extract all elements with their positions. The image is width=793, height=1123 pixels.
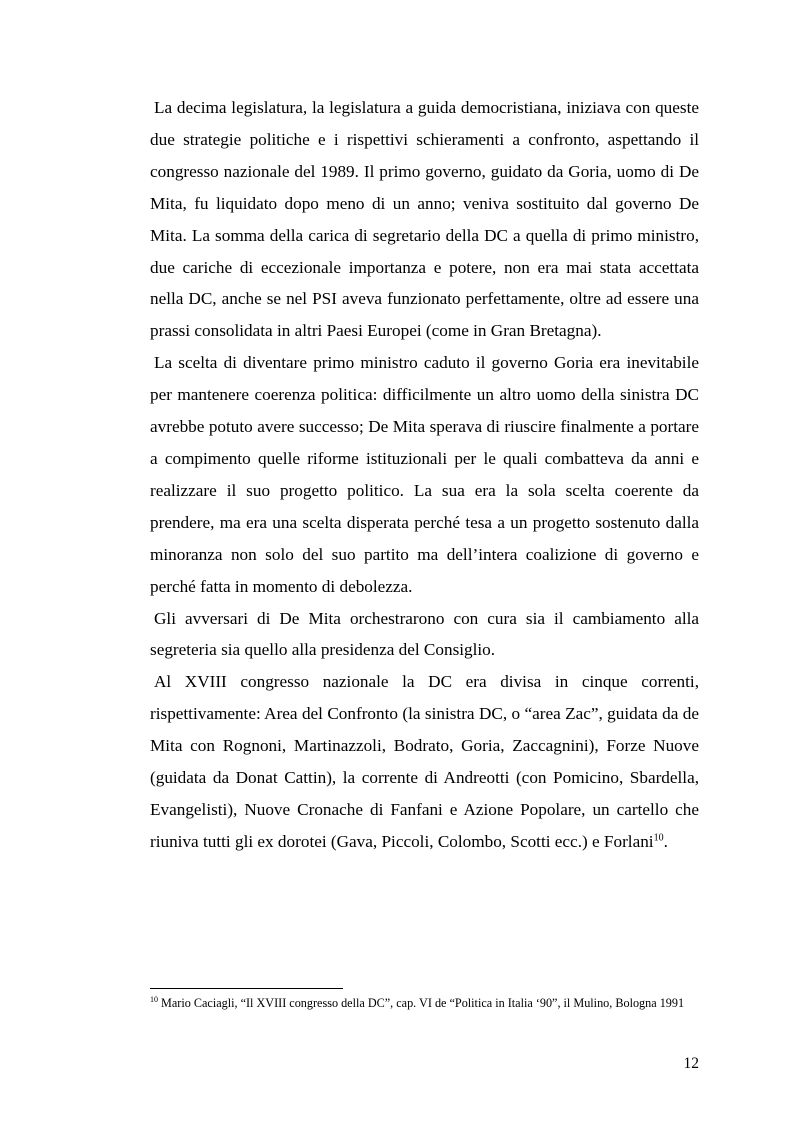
body-text (150, 92, 699, 858)
paragraph-4 (150, 666, 699, 857)
paragraph-4-text: Al XVIII congresso nazionale la DC era divisa in cinque correnti, rispettivamente: Area del Confronto (la sinistra DC, o “area Zac”, guidata da de Mita con Rognoni, Martinazzoli, Bodrato, Goria, Zaccagnini), Forze Nuove (guidata da Donat Cattin), la corrente di Andreotti (con Pomicino, Sbardella, Evangelisti), Nuove Cronache di Fanfani e Azione Popolare, un cartello che riuniva tutti gli ex dorotei (Gava, Piccoli, Colombo, Scotti ecc.) e Forlani (150, 672, 699, 851)
paragraph-3: Gli avversari di De Mita orchestrarono con cura sia il cambiamento alla segreteria sia quello alla presidenza del Consiglio. (150, 608, 699, 660)
paragraph-1: La decima legislatura, la legislatura a guida democristiana, iniziava con queste due strategie politiche e i rispettivi schieramenti a confronto, aspettando il congresso nazionale del 1989. Il primo governo, guidato da Goria, uomo di De Mita, fu liquidato dopo meno di un anno; veniva sostituito dal governo De Mita. La somma della carica di segretario della DC a quella di primo ministro, due cariche di eccezionale importanza e potere, non era mai stata accettata nella DC, anche se nel PSI aveva funzionato perfettamente, oltre ad essere una prassi consolidata in altri Paesi Europei (come in Gran Bretagna). (150, 98, 699, 341)
paragraph-2: La scelta di diventare primo ministro caduto il governo Goria era inevitabile per mantenere coerenza politica: difficilmente un altro uomo della sinistra DC avrebbe potuto avere successo; De Mita sperava di riuscire finalmente a portare a compimento quelle riforme istituzionali per le quali combatteva da anni e realizzare il suo progetto politico. La sua era la sola scelta coerente da prendere, ma era una scelta disperata perché tesa a un progetto sostenuto dalla minoranza non solo del suo partito ma dell’intera coalizione di governo e perché fatta in momento di debolezza. (150, 353, 699, 596)
footnote-number: 10 (150, 994, 158, 1004)
paragraph-4-end: . (663, 831, 668, 851)
footnote (150, 996, 699, 1011)
footnote-text: Mario Caciagli, “Il XVIII congresso della DC”, cap. VI de “Politica in Italia ‘90”, il Mulino, Bologna 1991 (158, 996, 685, 1010)
footnote-reference[interactable]: 10 (653, 832, 664, 844)
footnote-separator (150, 988, 343, 989)
page-number: 12 (683, 1055, 699, 1072)
